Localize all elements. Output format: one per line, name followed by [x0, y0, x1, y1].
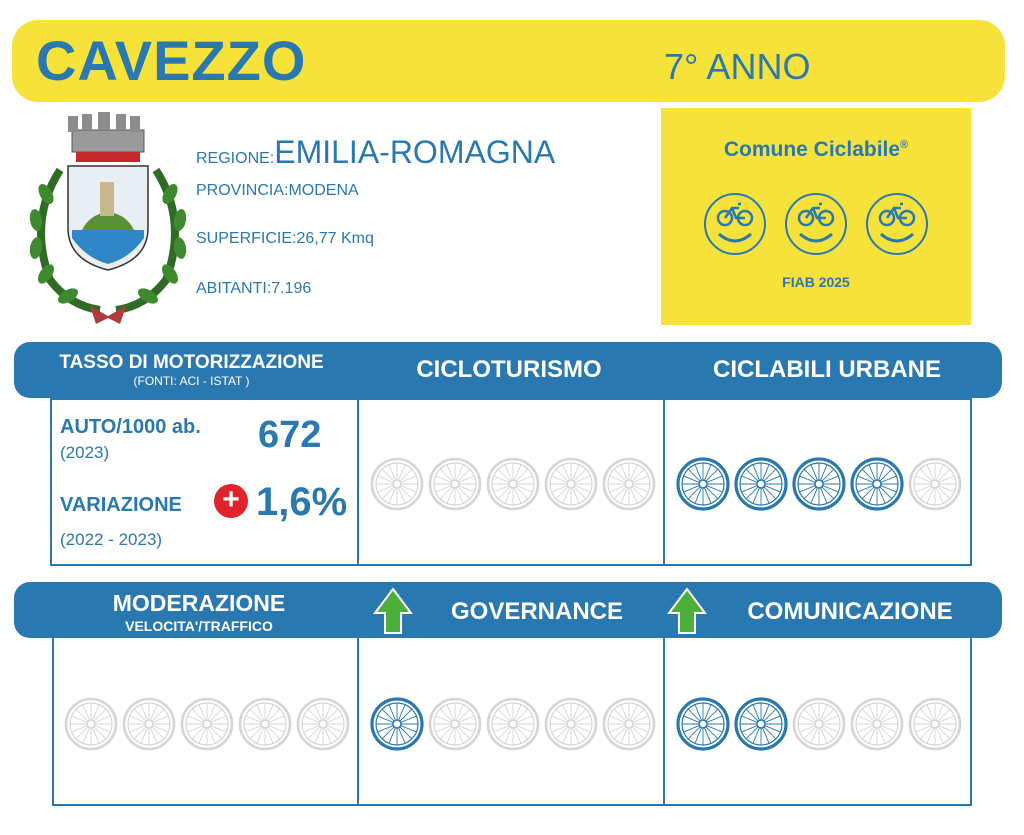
- coat-of-arms-icon: [20, 110, 195, 328]
- wheel-empty-icon: [428, 457, 482, 511]
- auto-year: (2023): [60, 443, 110, 462]
- arrow-up-icon: [373, 587, 413, 635]
- arrow-up-icon: [667, 587, 707, 635]
- wheel-filled-icon: [734, 457, 788, 511]
- governance-title: GOVERNANCE: [450, 598, 624, 625]
- wheel-empty-icon: [602, 697, 656, 751]
- comune-ciclabile-badge: [661, 108, 971, 325]
- wheel-empty-icon: [908, 457, 962, 511]
- provincia-label: PROVINCIA:: [196, 182, 289, 199]
- wheel-filled-icon: [676, 457, 730, 511]
- section-header-band-2: [14, 582, 1002, 638]
- ciclabili-urbane-title: CICLABILI URBANE: [713, 356, 941, 383]
- section-header-band-1: [14, 342, 1002, 398]
- wheel-filled-icon: [850, 457, 904, 511]
- wheel-empty-icon: [602, 457, 656, 511]
- wheel-empty-icon: [486, 457, 540, 511]
- wheel-filled-icon: [370, 697, 424, 751]
- wheel-empty-icon: [296, 697, 350, 751]
- rating-comunicazione: [676, 697, 966, 753]
- abitanti-label: ABITANTI:: [196, 280, 272, 297]
- wheel-empty-icon: [544, 697, 598, 751]
- abitanti-value: 7.196: [271, 280, 312, 297]
- variation-period: (2022 - 2023): [60, 530, 163, 549]
- regione-value: EMILIA-ROMAGNA: [274, 134, 556, 170]
- rating-ciclabili-urbane: [676, 457, 966, 513]
- wheel-filled-icon: [676, 697, 730, 751]
- superficie-value: 26,77 Kmq: [296, 230, 374, 247]
- title-bar: [12, 20, 1005, 102]
- variation-value: 1,6%: [256, 480, 348, 524]
- badge-title: Comune Ciclabile: [723, 138, 901, 161]
- rating-cicloturismo: [370, 457, 660, 513]
- increase-icon: +: [214, 484, 248, 518]
- variation-label: VARIAZIONE: [60, 494, 182, 516]
- wheel-empty-icon: [64, 697, 118, 751]
- wheel-empty-icon: [428, 697, 482, 751]
- registered-mark: ®: [900, 139, 909, 151]
- edition-year: 7° ANNO: [664, 46, 811, 87]
- comunicazione-title: COMUNICAZIONE: [747, 598, 953, 625]
- motorization-title: TASSO DI MOTORIZZAZIONE: [59, 352, 324, 373]
- auto-value: 672: [258, 414, 322, 456]
- smiling-bike-icon: [703, 192, 767, 256]
- wheel-empty-icon: [238, 697, 292, 751]
- municipality-name: CAVEZZO: [36, 29, 307, 92]
- rating-governance: [370, 697, 660, 753]
- wheel-empty-icon: [180, 697, 234, 751]
- wheel-empty-icon: [486, 697, 540, 751]
- smiling-bike-icon: [865, 192, 929, 256]
- badge-subtitle: FIAB 2025: [782, 274, 850, 290]
- provincia-value: MODENA: [288, 182, 359, 199]
- auto-label: AUTO/1000 ab.: [60, 416, 201, 438]
- wheel-empty-icon: [908, 697, 962, 751]
- wheel-empty-icon: [544, 457, 598, 511]
- wheel-filled-icon: [734, 697, 788, 751]
- wheel-empty-icon: [370, 457, 424, 511]
- moderazione-subtitle: VELOCITA'/TRAFFICO: [125, 618, 273, 634]
- motorization-sources: (FONTI: ACI - ISTAT ): [133, 374, 250, 388]
- smiling-bike-icon: [784, 192, 848, 256]
- wheel-empty-icon: [792, 697, 846, 751]
- rating-moderazione: [64, 697, 354, 753]
- superficie-label: SUPERFICIE:: [196, 230, 297, 247]
- regione-label: REGIONE:: [196, 150, 275, 167]
- wheel-empty-icon: [850, 697, 904, 751]
- moderazione-title: MODERAZIONE: [112, 590, 286, 616]
- cicloturismo-title: CICLOTURISMO: [416, 356, 602, 383]
- wheel-empty-icon: [122, 697, 176, 751]
- wheel-filled-icon: [792, 457, 846, 511]
